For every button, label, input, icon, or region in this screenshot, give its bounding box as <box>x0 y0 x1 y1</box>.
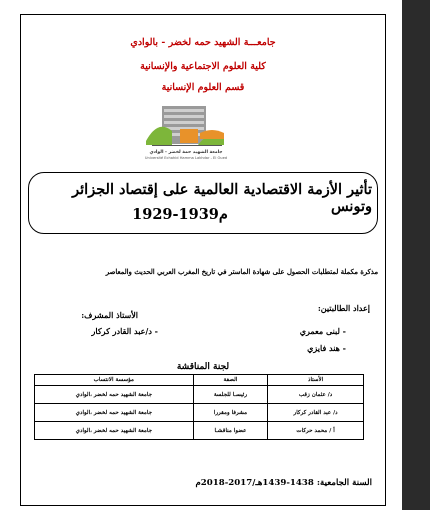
supervisor-label: الأستاذ المشرف: <box>81 310 138 320</box>
university-logo-icon <box>138 101 234 163</box>
table-row <box>35 404 364 422</box>
student-name-1: - لبنى معمري <box>299 326 346 336</box>
table-cell: عضوا مناقشـا <box>193 422 268 440</box>
university-name: جامعـــة الشهيد حمه لخضر - بالوادي <box>130 37 276 48</box>
faculty-name: كلية العلوم الاجتماعية والإنسانية <box>140 61 266 72</box>
table-cell: جامعة الشهيد حمه لخضر ،الوادي <box>35 386 194 404</box>
table-cell: أ / محمد حركات <box>268 422 364 440</box>
table-row <box>35 422 364 440</box>
table-header-row <box>35 375 364 386</box>
committee-title: لجنة المناقشة <box>176 362 230 372</box>
table-row <box>35 386 364 404</box>
department-name: قسم العلوم الإنسانية <box>161 82 245 93</box>
table-cell: جامعة الشهيد حمه لخضر ،الوادي <box>35 422 194 440</box>
table-cell: مشرفا ومقررا <box>193 404 268 422</box>
university-logo <box>138 101 234 163</box>
table-header-cell: الأستاذ <box>268 375 364 386</box>
table-header-cell: الصفة <box>193 375 268 386</box>
academic-year: السنة الجامعية: 1438-1439هـ/2017-2018م <box>195 478 372 488</box>
logo-text-ar: جامعة الشهيد حمة لخضر - الوادي <box>149 150 223 155</box>
thesis-title-line1: تأثير الأزمة الاقتصادية العالمية على إقتصاد الجزائر وتونس <box>72 181 372 215</box>
supervisor-name: - د/عبد القادر كركار <box>91 326 158 336</box>
committee-table <box>34 374 364 440</box>
table-header-cell: مؤسسة الانتساب <box>35 375 194 386</box>
logo-text-fr: Université Echahid Hamma Lakhdar - El Oued <box>144 156 228 160</box>
table-cell: رئيسـا للجلسة <box>193 386 268 404</box>
students-label: إعداد الطالبتين: <box>317 303 370 313</box>
memo-statement: مذكرة مكملة لمتطلبات الحصول على شهادة الماستر في تاريخ المغرب العربي الحديث والمعاصر <box>105 268 378 276</box>
table-cell: د/ عثمان زقب <box>268 386 364 404</box>
thesis-title-line2: 1929-1939م <box>132 206 228 223</box>
viewer-scrollbar[interactable] <box>402 0 430 510</box>
student-name-2: - هند فايزي <box>307 343 346 353</box>
table-cell: د/ عبد القادر كركار <box>268 404 364 422</box>
table-cell: جامعة الشهيد حمه لخضر ،الوادي <box>35 404 194 422</box>
